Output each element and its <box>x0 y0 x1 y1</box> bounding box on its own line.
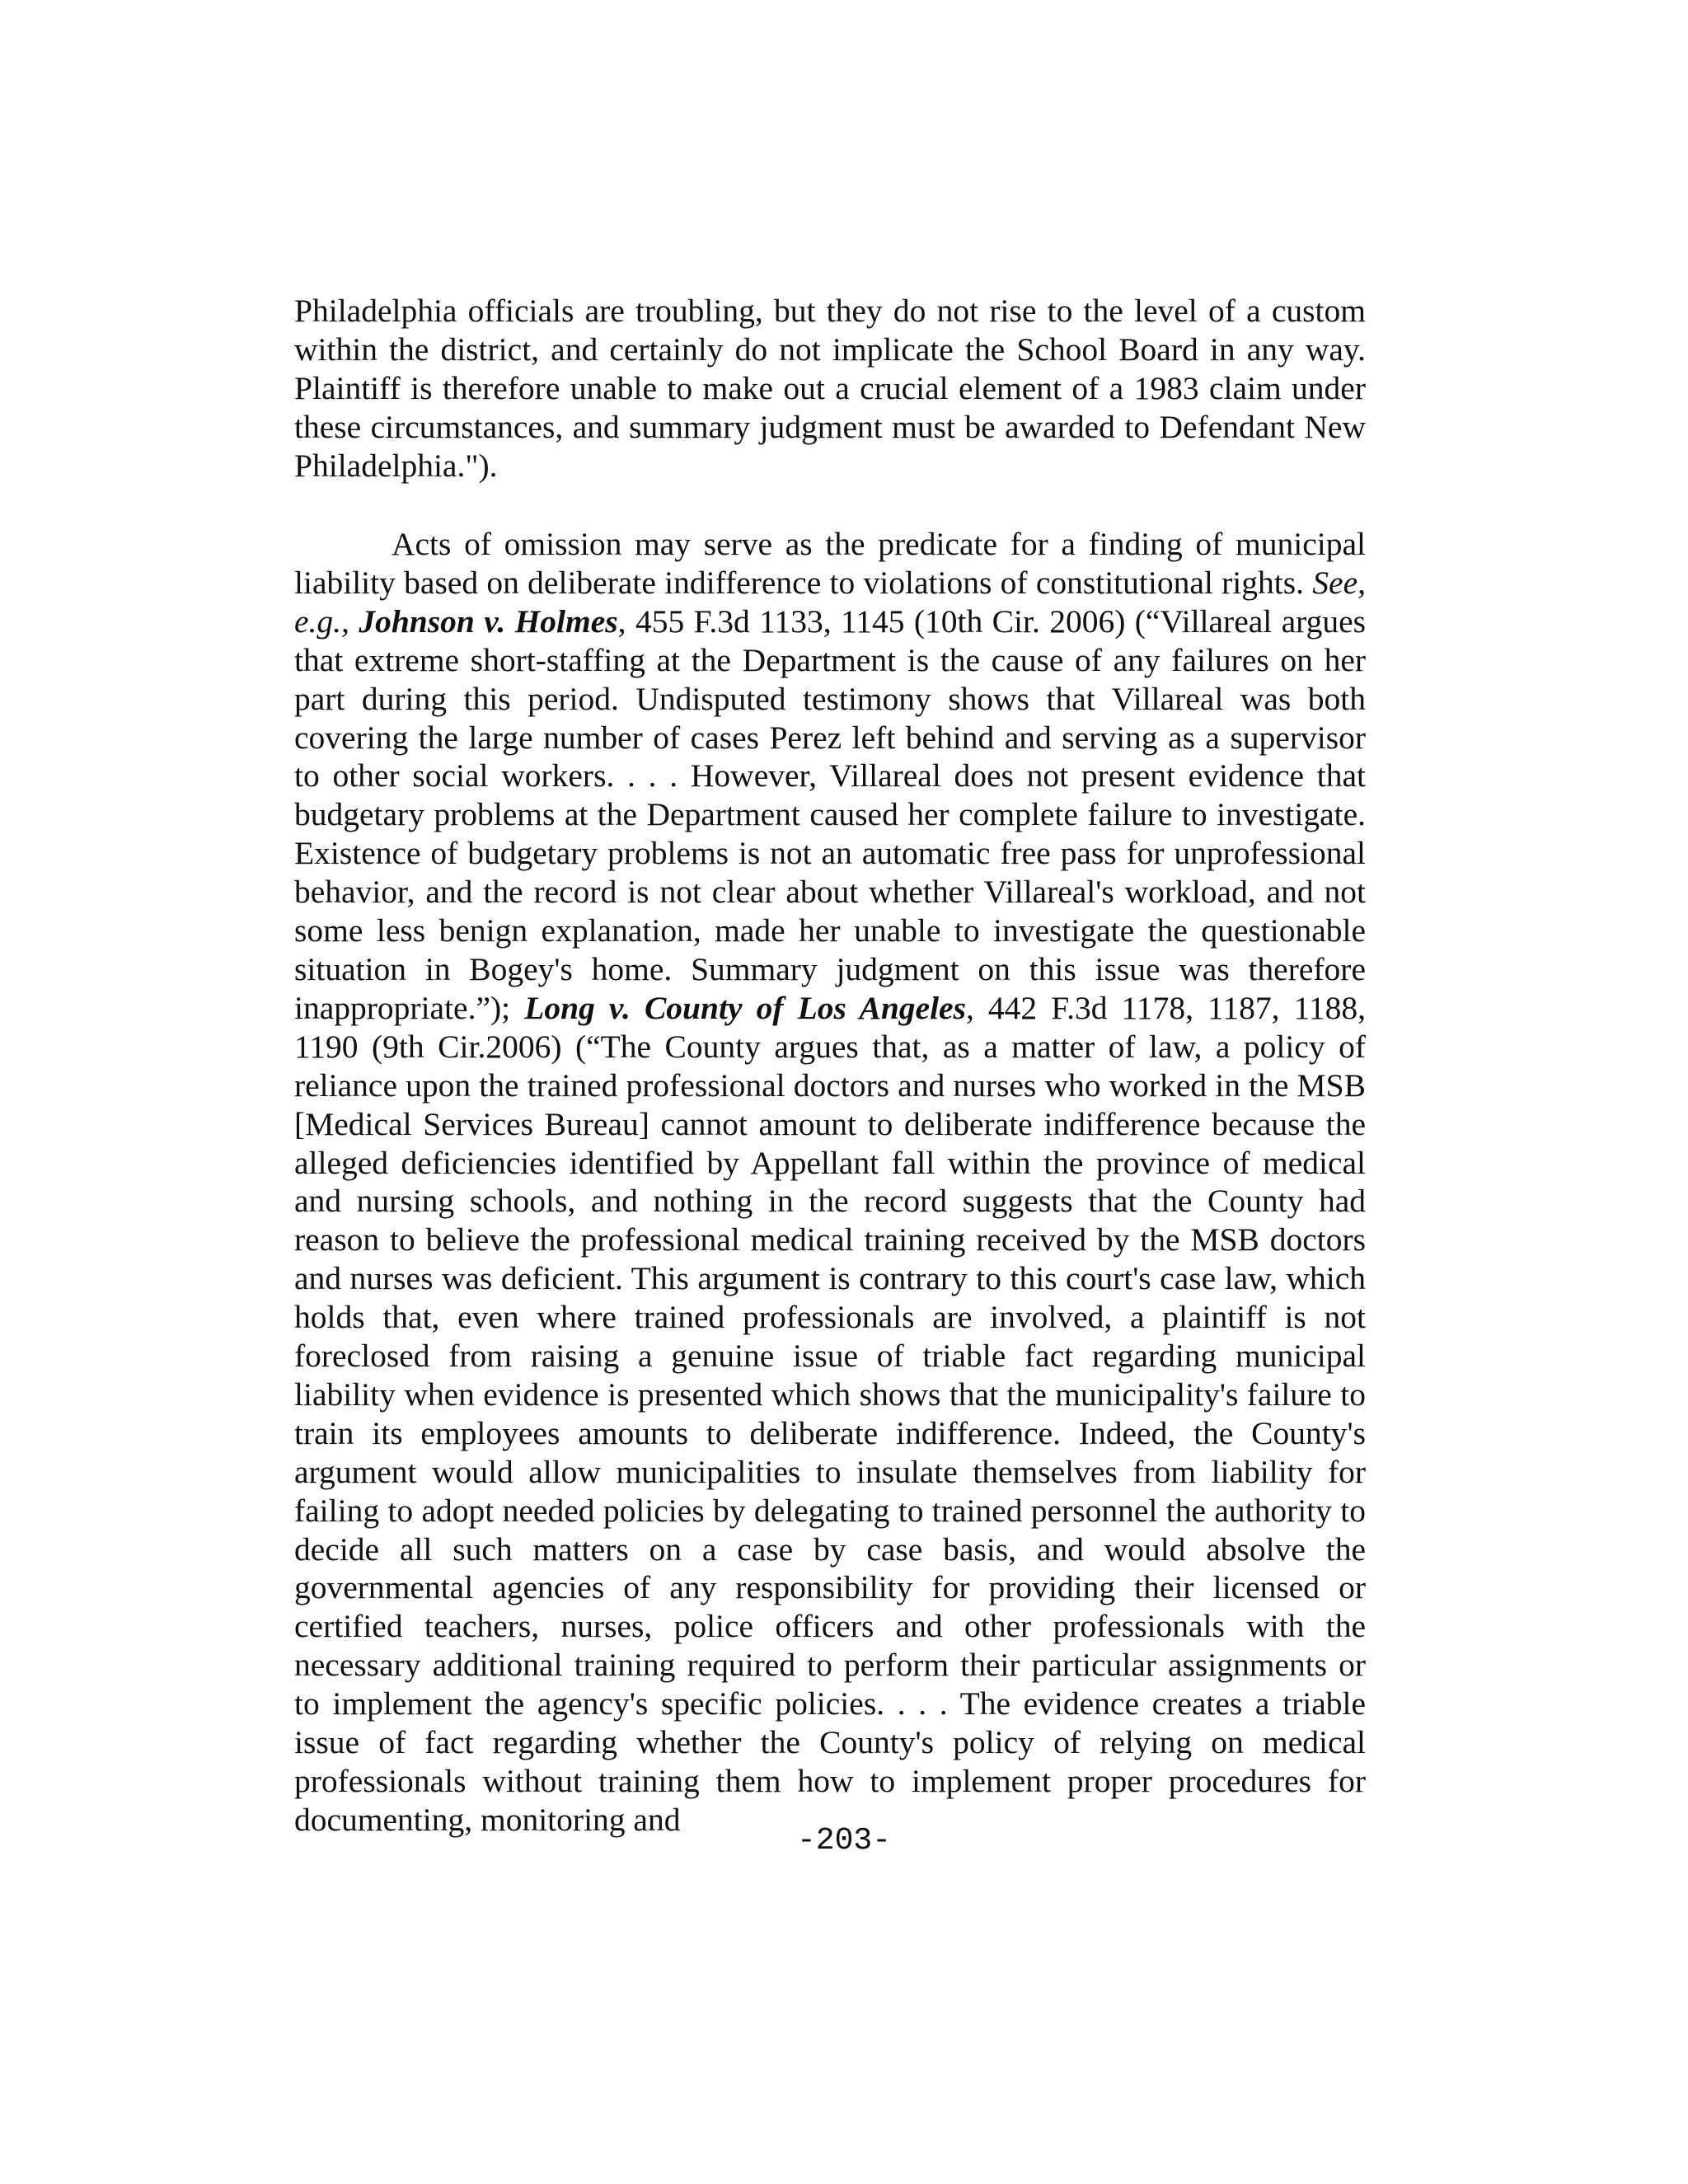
page-number: -203- <box>796 1823 892 1858</box>
case-citation-long: , 442 F.3d 1178, 1187, 1188, 1190 (9th Cir.2006) (“The County argues that, as a matter of law, a policy of reliance upon the trained professional doctors and nurses who worked in the MSB [Medical Services Bureau] cannot amount to deliberate indifference because the alleged deficiencies identified by Appellant fall within the province of medical and nursing schools, and nothing in the record suggests that the County had reason to believe the professional medical training received by the MSB doctors and nurses was deficient. This argument is contrary to this court's case law, which holds that, even where trained professionals are involved, a plaintiff is not foreclosed from raising a genuine issue of triable fact regarding municipal liability when evidence is presented which shows that the municipality's failure to train its employees amounts to deliberate indifference. Indeed, the County's argument would allow municipalities to insulate themselves from liability for failing to adopt needed policies by delegating to trained personnel the authority to decide all such matters on a case by case basis, and would absolve the governmental agencies of any responsibility for providing their licensed or certified teachers, nurses, police officers and other professionals with the necessary additional training required to perform their particular assignments or to implement the agency's specific policies. . . . The evidence creates a triable issue of fact regarding whether the County's policy of relying on medical professionals without training them how to implement proper procedures for documenting, monitoring and <box>294 989 1366 1838</box>
continuation-paragraph: Philadelphia officials are troubling, but they do not rise to the level of a custom within the district, and certainly do not implicate the School Board in any way. Plaintiff is therefore unable to make out a crucial element of a 1983 claim under these circumstances, and summary judgment must be awarded to Defendant New Philadelphia."). <box>294 293 1366 484</box>
case-name-johnson: Johnson v. Holmes <box>359 602 618 640</box>
paragraph-intro: Acts of omission may serve as the predicate for a finding of municipal liability based on deliberate indifference to violations of constitutional rights. <box>294 526 1366 601</box>
body-paragraph <box>294 525 1366 1840</box>
case-name-long: Long v. County of Los Angeles <box>524 989 966 1026</box>
citation-signal: See, e.g., <box>294 564 1366 640</box>
case-citation-johnson: , 455 F.3d 1133, 1145 (10th Cir. 2006) (“Villareal argues that extreme short-staffing at the Department is the cause of any failures on her part during this period. Undisputed testimony shows that Villareal was both covering the large number of cases Perez left behind and serving as a supervisor to other social workers. . . . However, Villareal does not present evidence that budgetary problems at the Department caused her complete failure to investigate. Existence of budgetary problems is not an automatic free pass for unprofessional behavior, and the record is not clear about whether Villareal's workload, and not some less benign explanation, made her unable to investigate the questionable situation in Bogey's home. Summary judgment on this issue was therefore inappropriate.”); <box>294 602 1367 1026</box>
